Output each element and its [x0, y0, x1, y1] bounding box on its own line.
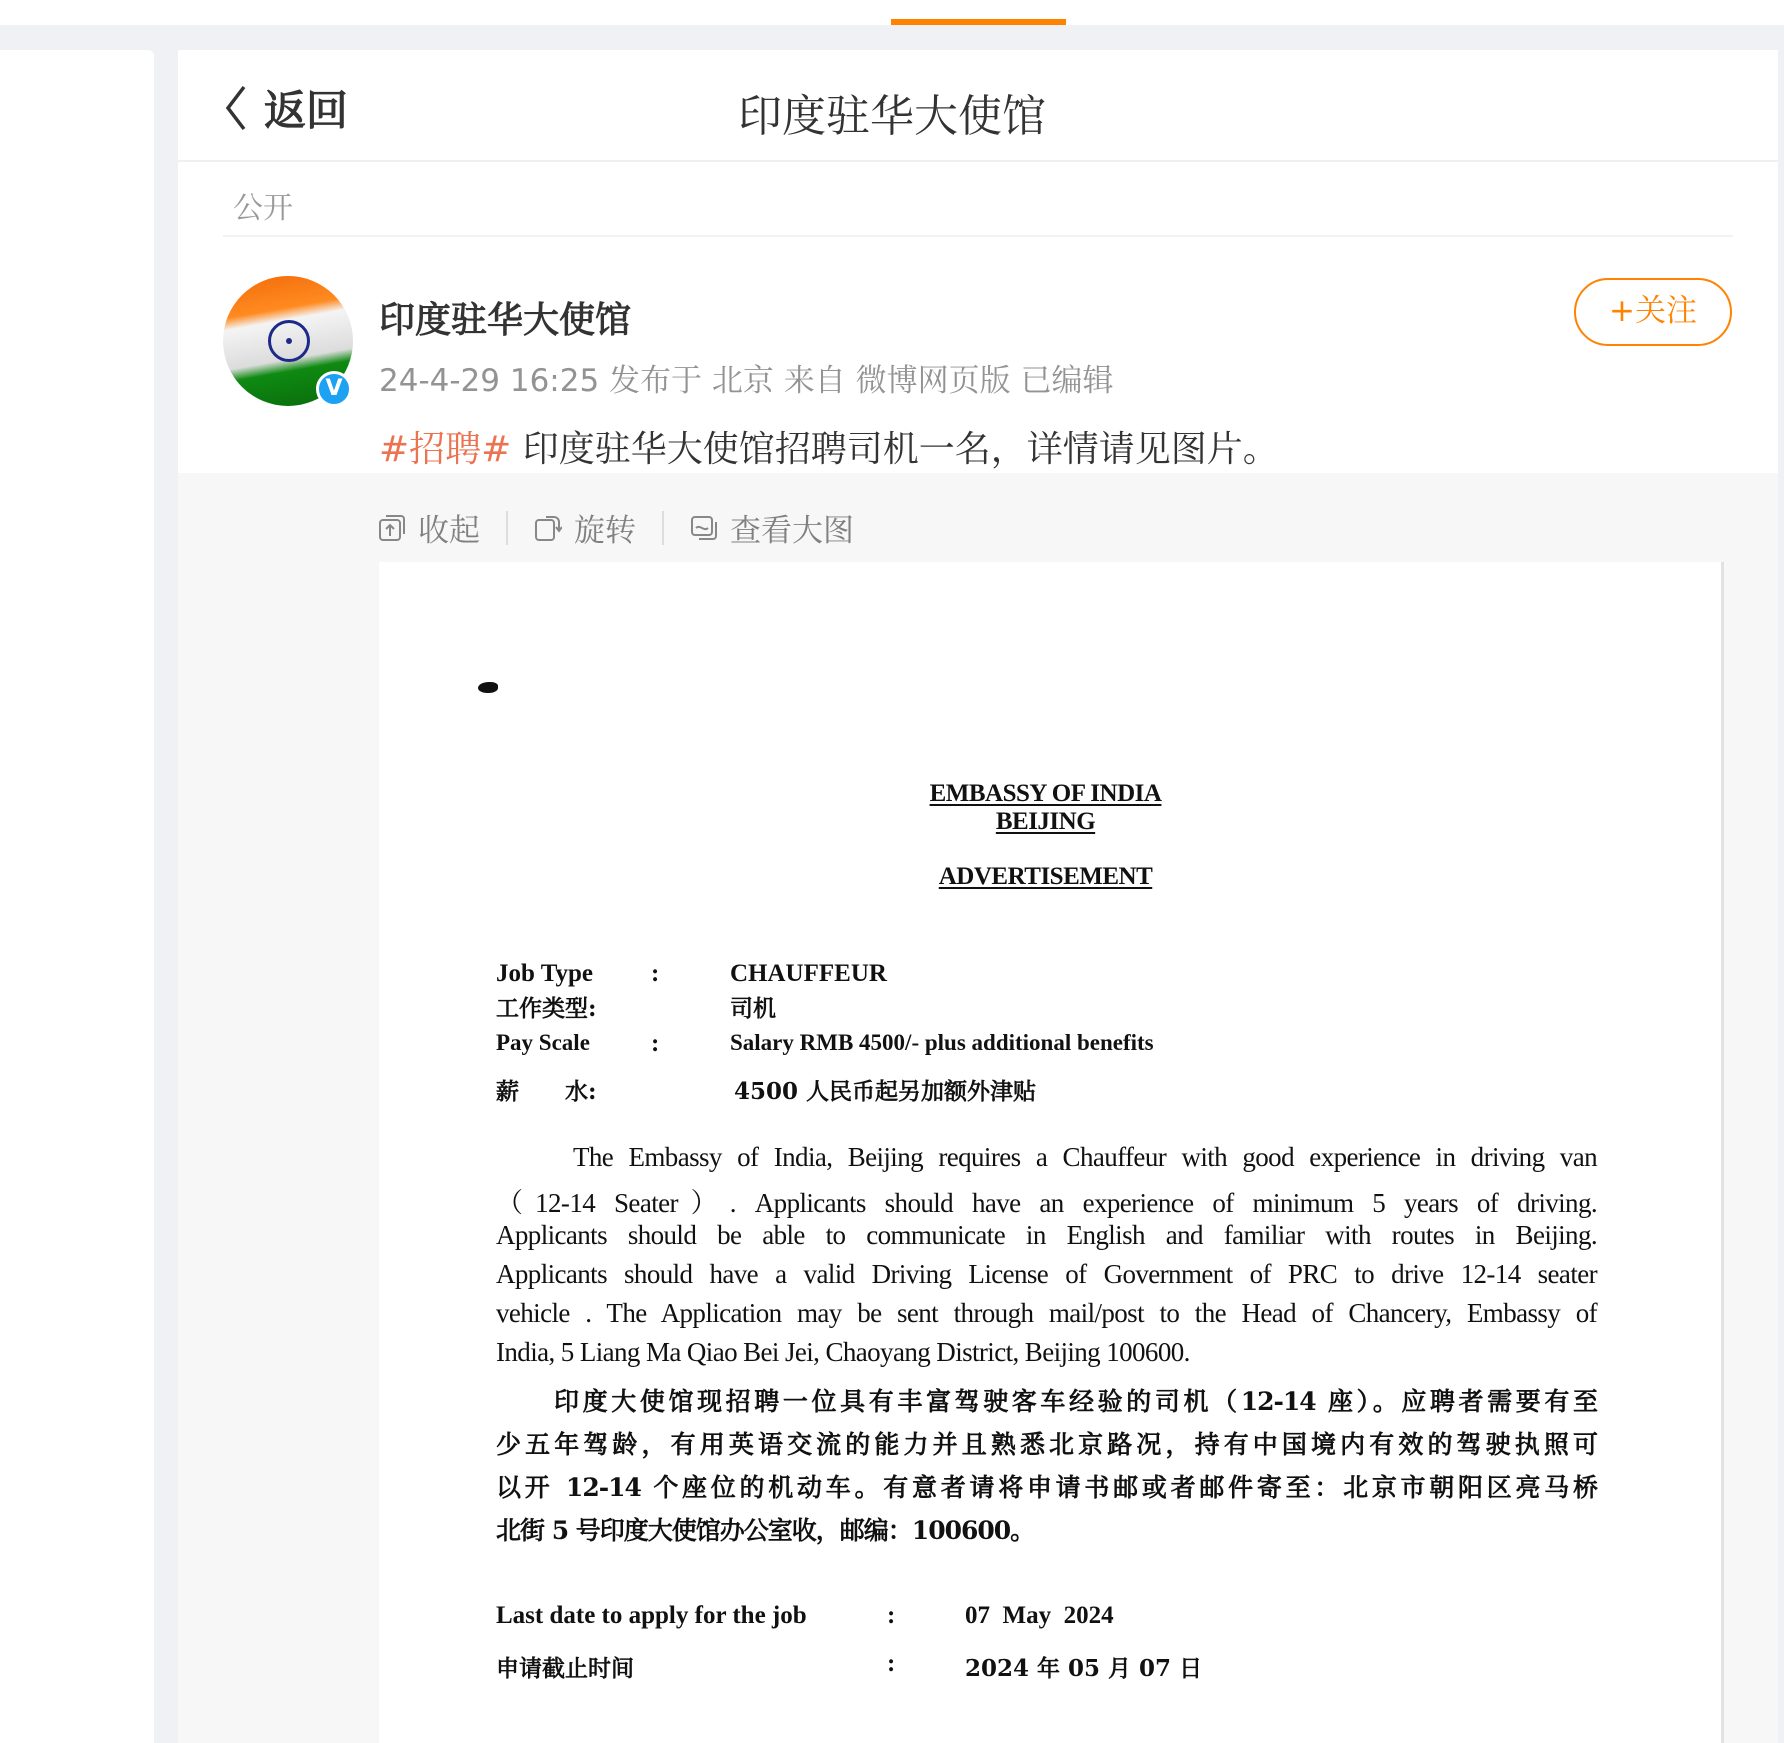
paragraph-line: The Embassy of India, Beijing requires a Chauffeur with good experience in driving van: [573, 1142, 1597, 1172]
divider: [662, 511, 664, 545]
active-tab-indicator: [891, 19, 1066, 25]
paragraph-line: （12-14 Seater）. Applicants should have an experience of minimum 5 years of driving.: [496, 1188, 1597, 1218]
collapse-icon: [378, 514, 406, 542]
post-meta: 24-4-29 16:25 发布于 北京 来自 微博网页版 已编辑: [379, 363, 1114, 399]
image-toolbar: [378, 505, 854, 550]
field-label: 工作类型:: [496, 995, 597, 1022]
field-value: Salary RMB 4500/- plus additional benefits: [730, 1030, 1154, 1055]
divider: [223, 235, 1733, 237]
verified-badge-icon: V: [316, 371, 352, 407]
back-label: 返回: [264, 86, 349, 135]
doc-heading: BEIJING: [995, 808, 1096, 835]
field-value: 4500 人民币起另加额外津贴: [734, 1078, 1037, 1105]
deadline-colon: :: [887, 1650, 896, 1677]
view-large-button[interactable]: [690, 505, 854, 550]
deadline-value: 07 May 2024: [965, 1602, 1114, 1629]
paragraph-line: 少五年驾龄，有用英语交流的能力并且熟悉北京路况，持有中国境内有效的驾驶执照可: [496, 1430, 1597, 1459]
paragraph-line: vehicle . The Application may be sent through mail/post to the Head of Chancery, Embassy of: [496, 1298, 1597, 1328]
doc-heading: EMBASSY OF INDIA: [929, 780, 1162, 807]
post-text: [379, 421, 1279, 472]
collapse-button[interactable]: [378, 505, 480, 550]
field-value: 司机: [730, 995, 776, 1022]
image-icon: [690, 514, 718, 542]
paragraph-line: India, 5 Liang Ma Qiao Bei Jei, Chaoyang District, Beijing 100600.: [496, 1337, 1190, 1367]
rotate-icon: [534, 514, 562, 542]
post-body: 印度驻华大使馆招聘司机一名，详情请见图片。: [511, 429, 1279, 470]
left-sidebar: [0, 50, 154, 1743]
view-large-label: 查看大图: [730, 513, 854, 549]
field-colon: :: [651, 1030, 660, 1057]
paragraph-line: 北街 5 号印度大使馆办公室收，邮编：100600。: [496, 1516, 1035, 1545]
paragraph-line: Applicants should be able to communicate in English and familiar with routes in Beijing.: [496, 1220, 1597, 1250]
visibility-label: 公开: [233, 191, 293, 226]
paragraph-line: 以开 12-14 个座位的机动车。有意者请将申请书邮或者邮件寄至：北京市朝阳区亮马桥: [496, 1473, 1597, 1502]
ink-blot: [478, 682, 498, 693]
field-label: Job Type: [496, 960, 594, 987]
field-label: 薪 水:: [496, 1078, 597, 1105]
paragraph-line: 印度大使馆现招聘一位具有丰富驾驶客车经验的司机（12-14 座）。应聘者需要有至: [554, 1387, 1597, 1416]
field-value: CHAUFFEUR: [730, 960, 887, 987]
field-colon: :: [651, 960, 660, 987]
rotate-label: 旋转: [574, 513, 636, 549]
follow-button[interactable]: +关注: [1574, 278, 1732, 346]
deadline-label: 申请截止时间: [496, 1655, 634, 1682]
post-image-document[interactable]: [379, 562, 1724, 1743]
deadline-colon: :: [887, 1602, 896, 1629]
hashtag-link[interactable]: #招聘#: [379, 429, 512, 470]
deadline-value: 2024 年 05 月 07 日: [965, 1655, 1203, 1682]
doc-heading: ADVERTISEMENT: [938, 863, 1153, 890]
paragraph-line: Applicants should have a valid Driving License of Government of PRC to drive 12-14 seater: [496, 1259, 1597, 1289]
rotate-button[interactable]: [534, 505, 636, 550]
divider: [506, 511, 508, 545]
author-name[interactable]: 印度驻华大使馆: [379, 300, 632, 341]
page-title: 印度驻华大使馆: [738, 91, 1046, 142]
field-label: Pay Scale: [496, 1030, 590, 1055]
deadline-label: Last date to apply for the job: [496, 1602, 807, 1629]
collapse-label: 收起: [418, 513, 480, 549]
ashoka-chakra-icon: [268, 320, 310, 362]
